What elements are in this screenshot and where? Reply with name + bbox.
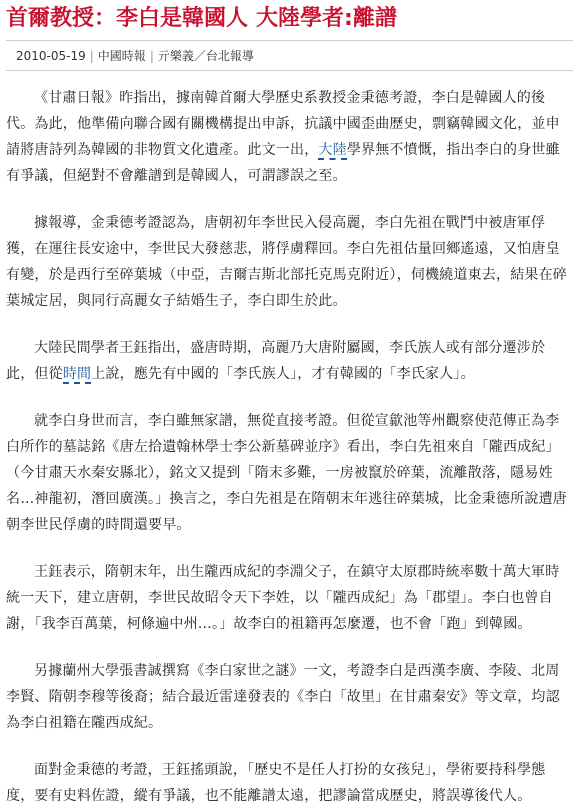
paragraph-6: 另據蘭州大學張書誠撰寫《李白家世之謎》一文，考證李白是西漢李廣、李陵、北周李賢、隋朝李穆等後裔；結合最近雷達發表的《李白「故里」在甘肅秦安》等文章，均認為李白祖籍在隴西成紀。 [6, 663, 560, 731]
author-byline: 亓樂義／台北報導 [157, 49, 254, 63]
paragraph-text: 學界無不憤慨，指出李白的身世雖有爭議，但絕對不會離譜到是韓國人，可謂謬誤之至。 [6, 142, 560, 184]
article-meta [6, 40, 573, 71]
headline-sub: 大陸學者:離譜 [256, 6, 397, 31]
paragraph-text: 大陸民間學者王鈺指出，盛唐時期，高麗乃大唐附屬國，李氏族人或有部分遷涉於此，但從 [6, 340, 546, 382]
publish-date: 2010-05-19 [16, 49, 86, 63]
article-headline [6, 0, 573, 36]
article-body [6, 85, 573, 809]
paragraph-7: 面對金秉德的考證，王鈺搖頭說，「歷史不是任人打扮的女孩兒」，學術要持科學態度，要有史料佐證，縱有爭議，也不能離譜太遠，把謬論當成歷史，將誤導後代人。 [6, 762, 546, 804]
meta-separator: | [89, 49, 94, 63]
source-name: 中國時報 [97, 49, 146, 63]
paragraph-text: 《甘肅日報》昨指出，據南韓首爾大學歷史系教授金秉德考證，李白是韓國人的後代。為此，他準備向聯合國有關機構提出申訴，抗議中國歪曲歷史，剽竊韓國文化，並申請將唐詩列為韓國的非物質文化遺產。此文一出， [6, 90, 560, 158]
paragraph-3 [6, 335, 573, 387]
paragraph-text: 上說，應先有中國的「李氏族人」，才有韓國的「李氏家人」。 [91, 366, 475, 382]
paragraph-4: 就李白身世而言，李白雖無家譜，無從直接考證。但從宣歙池等州觀察使范傳正為李白所作的墓誌銘《唐左拾遺翰林學士李公新墓碑並序》看出，李白先祖來自「隴西成紀」（今甘肅天水秦安縣北），銘文又提到「隋末多難，一房被竄於碎葉，流離散落，隱易姓名…神龍初，潛回廣漢。」換言之，李白先祖是在隋朝末年逃往碎葉城，比金秉德所說遭唐朝李世民俘虜的時間還要早。 [6, 413, 567, 533]
paragraph-1 [6, 85, 573, 189]
keyword-link-dalu[interactable]: 大陸 [318, 142, 347, 158]
headline-main: 首爾教授：李白是韓國人 [6, 6, 249, 31]
meta-separator: | [149, 49, 154, 63]
keyword-link-shijian[interactable]: 時間 [62, 366, 92, 382]
paragraph-2: 據報導，金秉德考證認為，唐朝初年李世民入侵高麗，李白先祖在戰鬥中被唐軍俘獲，在運往長安途中，李世民大發慈悲，將俘虜釋回。李白先祖估量回鄉遙遠，又怕唐皇有變，於是西行至碎葉城（中亞，吉爾吉斯北部托克馬克附近），伺機繞道東去，結果在碎葉城定居，與同行高麗女子結婚生子，李白即生於此。 [6, 215, 567, 309]
paragraph-5: 王鈺表示，隋朝末年，出生隴西成紀的李淵父子，在鎮守太原郡時統率數十萬大軍時統一天下，建立唐朝，李世民故昭令天下李姓，以「隴西成紀」為「郡望」。李白也曾自謝，「我李百萬葉，柯條遍中州…。」故李白的祖籍再怎麼遷，也不會「跑」到韓國。 [6, 564, 560, 632]
